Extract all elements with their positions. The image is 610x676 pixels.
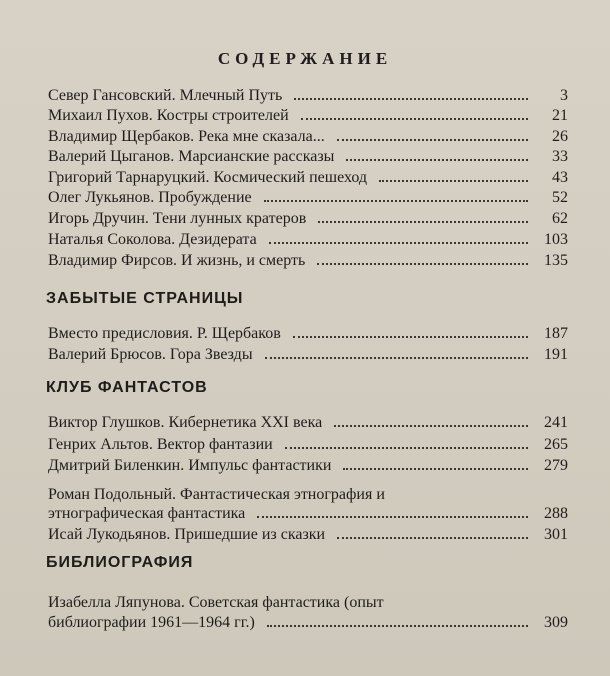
toc-entry-title: Григорий Тарнаруцкий. Космический пешеход xyxy=(48,169,368,186)
toc-entry-page: 26 xyxy=(552,128,568,145)
toc-entry-title: Генрих Альтов. Вектор фантазии xyxy=(48,436,273,453)
toc-entry-page: 301 xyxy=(544,526,568,543)
dot-leader xyxy=(337,537,528,539)
toc-entry-page: 33 xyxy=(552,148,568,165)
toc-entry-title: Игорь Дручин. Тени лунных кратеров xyxy=(48,210,307,227)
toc-entry-page: 62 xyxy=(552,210,568,227)
toc-entry-page: 3 xyxy=(560,87,568,104)
toc-entry xyxy=(48,147,568,167)
page-title: СОДЕРЖАНИЕ xyxy=(217,49,393,68)
toc-entry-page: 43 xyxy=(552,169,568,186)
section-heading-bibliography: БИБЛИОГРАФИЯ xyxy=(46,554,194,571)
toc-entry-page: 288 xyxy=(544,505,568,522)
dot-leader xyxy=(264,200,528,202)
toc-entry xyxy=(48,188,568,208)
toc-entry-title: Валерий Брюсов. Гора Звезды xyxy=(48,346,253,363)
dot-leader xyxy=(265,357,528,359)
toc-entry-title: этнографическая фантастика xyxy=(48,505,246,522)
dot-leader xyxy=(267,625,528,627)
dot-leader xyxy=(317,263,528,265)
dot-leader xyxy=(337,139,528,141)
toc-entry xyxy=(48,127,568,147)
toc-entry-title: Дмитрий Биленкин. Импульс фантастики xyxy=(48,457,332,474)
bibliography-line2 xyxy=(48,613,568,633)
toc-entry xyxy=(48,230,568,250)
toc-entry xyxy=(48,324,568,344)
toc-entry xyxy=(48,345,568,365)
dot-leader xyxy=(293,336,528,338)
toc-entry-title: Валерий Цыганов. Марсианские рассказы xyxy=(48,148,335,165)
toc-entry xyxy=(48,435,568,455)
toc-entry-title: Наталья Соколова. Дезидерата xyxy=(48,231,257,248)
bibliography-line1: Изабелла Ляпунова. Советская фантастика (опыт xyxy=(48,594,384,611)
dot-leader xyxy=(301,118,528,120)
toc-entry-page: 279 xyxy=(544,457,568,474)
toc-entry xyxy=(48,168,568,188)
toc-entry-title: Владимир Фирсов. И жизнь, и смерть xyxy=(48,252,306,269)
dot-leader xyxy=(334,425,528,427)
toc-entry-page: 135 xyxy=(544,252,568,269)
toc-entry-page: 52 xyxy=(552,189,568,206)
toc-entry-multiline-line1: Роман Подольный. Фантастическая этнография и xyxy=(48,486,385,503)
dot-leader xyxy=(379,180,528,182)
toc-entry-title: Михаил Пухов. Костры строителей xyxy=(48,107,289,124)
toc-entry-title: Север Гансовский. Млечный Путь xyxy=(48,87,283,104)
toc-entry-title: Виктор Глушков. Кибернетика XXI века xyxy=(48,414,323,431)
toc-entry-page: 21 xyxy=(552,107,568,124)
section-heading-club: КЛУБ ФАНТАСТОВ xyxy=(46,379,208,396)
toc-entry-title: Олег Лукьянов. Пробуждение xyxy=(48,189,252,206)
dot-leader xyxy=(346,159,528,161)
toc-entry-title: Вместо предисловия. Р. Щербаков xyxy=(48,325,281,342)
toc-entry-title: Исай Лукодьянов. Пришедшие из сказки xyxy=(48,526,326,543)
dot-leader xyxy=(294,98,528,100)
dot-leader xyxy=(269,242,528,244)
toc-entry xyxy=(48,106,568,126)
toc-entry-page: 309 xyxy=(544,614,568,631)
toc-entry xyxy=(48,209,568,229)
dot-leader xyxy=(257,516,528,518)
toc-entry xyxy=(48,456,568,476)
toc-entry-page: 265 xyxy=(544,436,568,453)
toc-entry-title: Владимир Щербаков. Река мне сказала... xyxy=(48,128,325,145)
toc-entry xyxy=(48,86,568,106)
toc-entry-title: библиографии 1961—1964 гг.) xyxy=(48,614,255,631)
toc-entry-multiline-line2 xyxy=(48,504,568,524)
dot-leader xyxy=(285,447,528,449)
toc-entry-page: 191 xyxy=(544,346,568,363)
dot-leader xyxy=(343,468,528,470)
toc-entry-page: 241 xyxy=(544,414,568,431)
dot-leader xyxy=(318,221,528,223)
toc-entry xyxy=(48,525,568,545)
toc-entry xyxy=(48,251,568,271)
toc-entry-page: 103 xyxy=(544,231,568,248)
toc-entry-page: 187 xyxy=(544,325,568,342)
toc-entry xyxy=(48,413,568,433)
section-heading-forgotten: ЗАБЫТЫЕ СТРАНИЦЫ xyxy=(46,290,244,307)
